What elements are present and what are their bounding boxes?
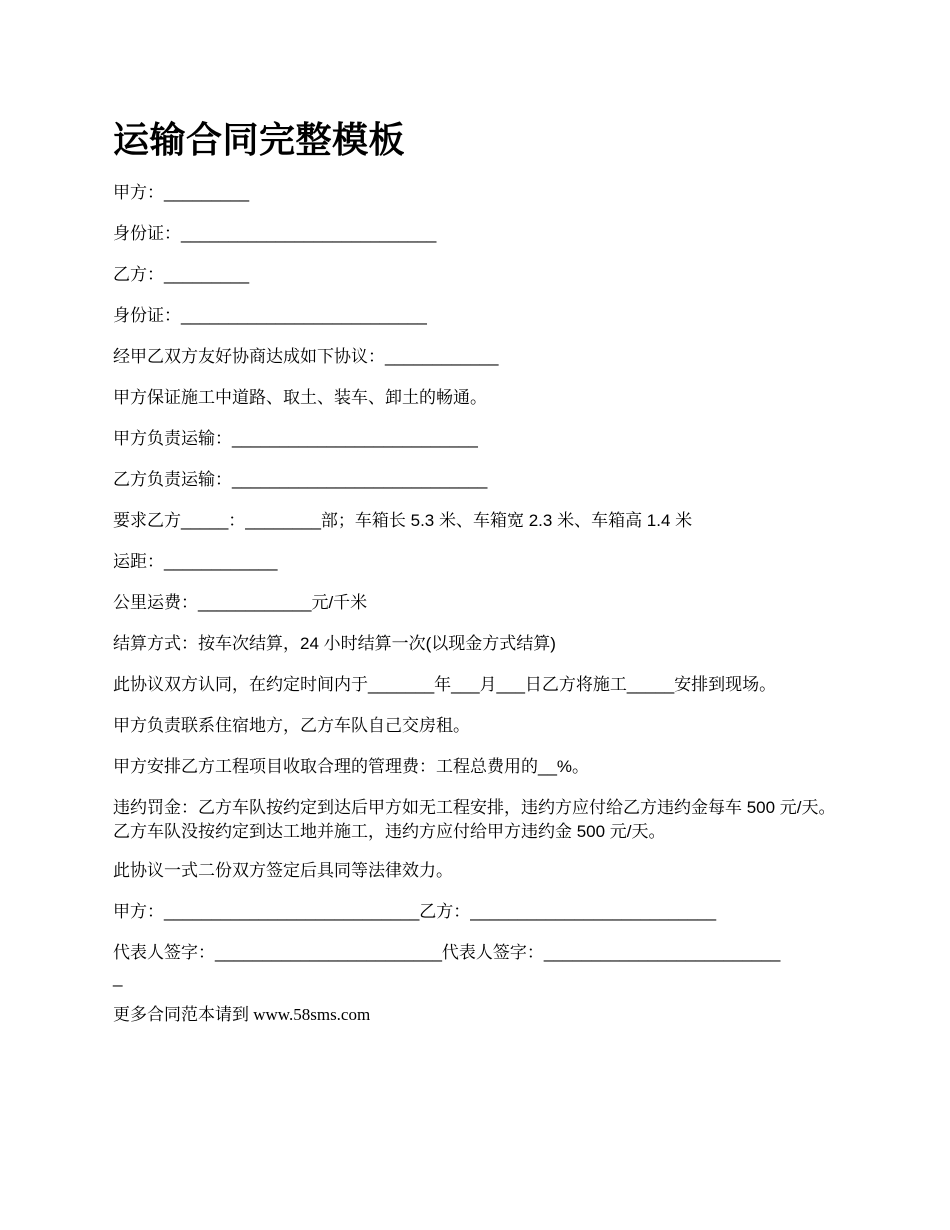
signature-parties-line: 甲方：___________________________乙方：__________________________ (113, 902, 717, 921)
party-a-line: 甲方：_________ (113, 183, 250, 202)
party-b-transport-line: 乙方负责运输：___________________________ (113, 470, 488, 489)
party-a-transport-line: 甲方负责运输：__________________________ (113, 429, 478, 448)
copies-clause: 此协议一式二份双方签定后具同等法律效力。 (113, 861, 453, 880)
fee-per-km-line: 公里运费：____________元/千米 (113, 593, 368, 612)
party-b-id-line: 身份证：__________________________ (113, 306, 427, 325)
party-a-id-line: 身份证：___________________________ (113, 224, 437, 243)
schedule-clause: 此协议双方认同，在约定时间内于_______年___月___日乙方将施工_____安排到现场。 (113, 675, 777, 694)
road-clause: 甲方保证施工中道路、取土、装车、卸土的畅通。 (113, 388, 487, 407)
vehicle-requirement: 要求乙方_____：________部；车箱长 5.3 米、车箱宽 2.3 米、车箱高 1.4 米 (113, 511, 693, 530)
management-fee-clause: 甲方安排乙方工程项目收取合理的管理费：工程总费用的__%。 (113, 757, 590, 776)
more-templates-link[interactable]: 更多合同范本请到 www.58sms.com (113, 1005, 371, 1024)
lodging-clause: 甲方负责联系住宿地方，乙方车队自己交房租。 (113, 716, 470, 735)
penalty-clause: 违约罚金：乙方车队按约定到达后甲方如无工程安排，违约方应付给乙方违约金每车 500 元/天。乙方车队没按约定到达工地并施工，违约方应付给甲方违约金 500 元/天。 (113, 798, 836, 841)
representative-signature-line: 代表人签字：________________________代表人签字：_________________________ (113, 943, 781, 962)
party-b-line: 乙方：_________ (113, 265, 250, 284)
document-title: 运输合同完整模板 (113, 120, 406, 161)
agreement-line: 经甲乙双方友好协商达成如下协议：____________ (113, 347, 499, 366)
settlement-clause: 结算方式：按车次结算，24 小时结算一次(以现金方式结算) (113, 634, 556, 653)
representative-signature-tail: _ (113, 968, 123, 987)
distance-line: 运距：____________ (113, 552, 278, 571)
